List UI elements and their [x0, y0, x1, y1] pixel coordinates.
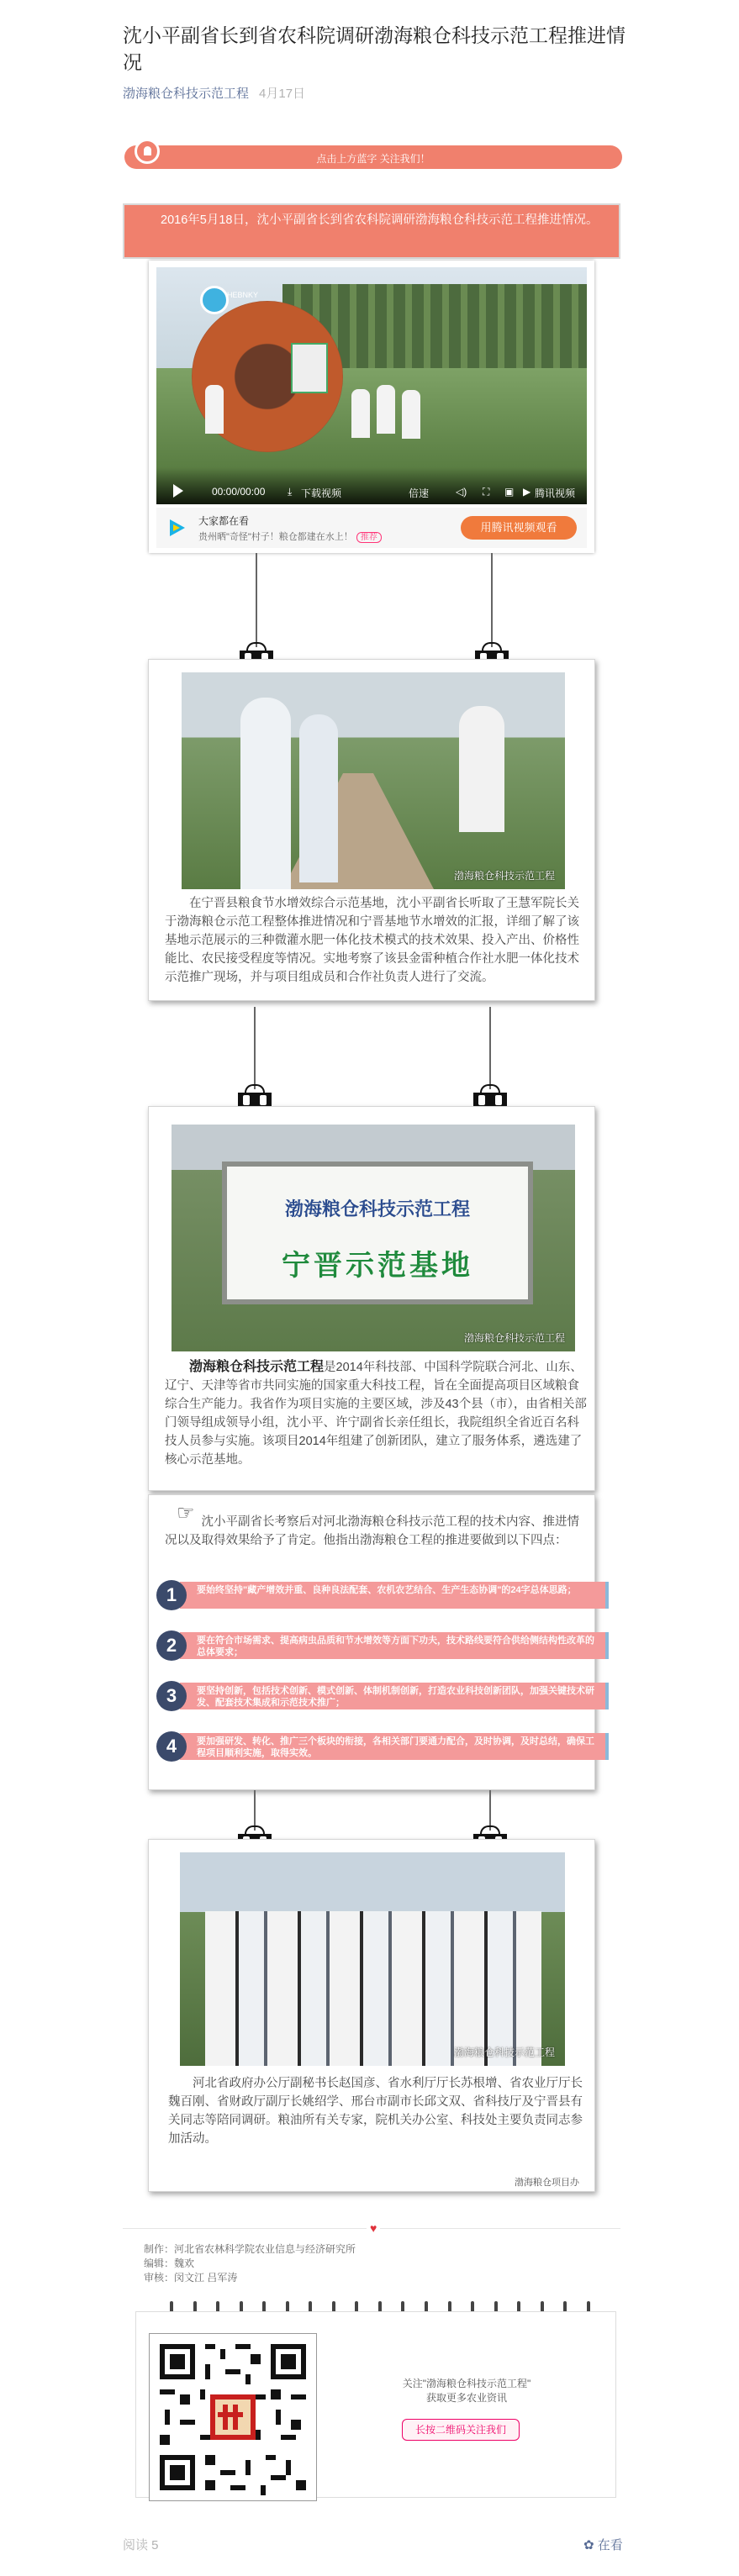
institute-logo-text: HEBNKY — [227, 291, 259, 299]
read-count: 阅读 5 — [123, 2538, 159, 2552]
photo-inspection-field — [182, 672, 565, 889]
section3-lead: 沈小平副省长考察后对河北渤海粮仓科技示范工程的技术内容、推进情况以及取得效果给予了肯定。他指出渤海粮仓工程的推进要做到以下四点： — [165, 1515, 579, 1547]
qr-code[interactable] — [149, 2333, 317, 2501]
like-button[interactable] — [583, 2536, 623, 2553]
play-icon[interactable] — [173, 484, 183, 498]
qr-code-icon — [150, 2334, 316, 2500]
download-video-button[interactable]: 下载视频 — [301, 487, 342, 499]
section4-text: 河北省政府办公厅副秘书长赵国彦、省水利厅厅长苏根增、省农业厅厅长魏百刚、省财政厅副厅长姚绍学、邢台市副市长邱文双、省科技厅及宁晋县有关同志等陪同调研。粮油所有关专家，院机关办公室、科技处主要负责同志参加活动。 — [168, 2077, 583, 2146]
point-text: 要始终坚持"藏产增效并重、良种良法配套、农机农艺结合、生产生态协调"的24字总体思路； — [197, 1585, 577, 1595]
recommend-subtitle-text: 贵州晒"奇怪"村子！粮仓都建在水上！ — [198, 532, 353, 542]
pip-icon[interactable]: ▣ — [504, 486, 515, 498]
photo-demo-sign — [172, 1125, 575, 1351]
point-bar — [180, 1582, 609, 1609]
video-controls — [156, 467, 587, 504]
qr-follow-line1: 关注"渤海粮仓科技示范工程" — [402, 2378, 531, 2389]
hanging-string — [254, 1007, 256, 1089]
credit-producer: 制作：河北省农林科学院农业信息与经济研究所 — [144, 2243, 356, 2255]
intro-box — [123, 203, 620, 259]
credit-editor: 编辑：魏欢 — [144, 2257, 195, 2269]
section2-body: 是2014年科技部、中国科学院联合河北、山东、辽宁、天津等省市共同实施的国家重大科技工程，旨在全面提高项目区域粮食综合生产能力。我省作为项目实施的主要区域，涉及43个县（市），由省相关部门领导组成领导小组，沈小平、许宁副省长亲任组长，我院组织全省近百名科技人员参与实施。该项目2014年组建了创新团队，建立了服务体系，遴选建了核心示范基地。 — [165, 1361, 587, 1467]
video-time: 00:00/00:00 — [212, 486, 266, 498]
section1-text: 在宁晋县粮食节水增效综合示范基地，沈小平副省长听取了王慧军院长关于渤海粮仓示范工程整体推进情况和宁晋基地节水增效的汇报，详细了解了该基地示范展示的三种微灌水肥一体化技术模式的技术效果、投入产出、价格性能比、农民接受程度等情况。实地考察了该县金雷种植合作社水肥一体化技术示范推广现场，并与项目组成员和合作社负责人进行了交流。 — [165, 897, 579, 984]
section2-text — [165, 1358, 589, 1469]
account-link[interactable]: 渤海粮仓科技示范工程 — [123, 87, 250, 101]
qr-follow-text — [362, 2377, 572, 2405]
point-text: 要坚持创新，包括技术创新、模式创新、体制机制创新，打造农业科技创新团队，加强关键技术研发、配套技术集成和示范技术推广； — [197, 1686, 594, 1708]
photo-watermark: 渤海粮仓科技示范工程 — [463, 1332, 565, 1344]
tencent-video-logo-icon: ▶ — [523, 486, 531, 498]
point-text: 要在符合市场需求、提高病虫品质和节水增效等方面下功夫，技术路线要符合供给侧结构性改革的总体要求； — [197, 1636, 594, 1657]
qr-follow-line2: 获取更多农业资讯 — [425, 2392, 507, 2404]
volume-icon[interactable]: ◁) — [456, 486, 467, 498]
tencent-video-icon — [166, 518, 187, 538]
video-person — [377, 385, 395, 434]
article-title: 沈小平副省长到省农科院调研渤海粮仓科技示范工程推进情况 — [123, 24, 626, 73]
video-person — [351, 389, 370, 438]
hanging-string — [489, 1790, 491, 1831]
photo-person — [299, 714, 338, 882]
photo-person — [459, 706, 504, 832]
follow-banner[interactable] — [124, 145, 622, 169]
pointing-hand-icon: ☞ — [177, 1502, 195, 1525]
hanging-string — [254, 1790, 256, 1831]
section4-source: 渤海粮仓项目办 — [515, 2178, 579, 2188]
photo-person — [240, 698, 291, 889]
video-person — [205, 385, 224, 434]
point-number: 3 — [156, 1681, 187, 1711]
point-number: 2 — [156, 1630, 187, 1661]
point-bar — [180, 1632, 609, 1659]
photo-watermark: 渤海粮仓科技示范工程 — [453, 2047, 555, 2058]
like-label: 在看 — [597, 2538, 623, 2552]
video-person — [402, 390, 420, 439]
open-in-tencent-button[interactable]: 用腾讯视频观看 — [461, 516, 577, 540]
sign-line1: 渤海粮仓科技示范工程 — [284, 1198, 470, 1220]
article-meta — [123, 84, 305, 102]
hanging-string — [491, 553, 493, 647]
photo-group-visit — [180, 1852, 565, 2066]
recommend-subtitle — [198, 529, 382, 543]
credit-reviewer: 审核：闵文江 吕军涛 — [144, 2272, 238, 2284]
long-press-follow-button[interactable]: 长按二维码关注我们 — [402, 2419, 520, 2441]
hanging-string — [256, 553, 257, 647]
institute-logo-icon — [200, 286, 229, 314]
point-bar — [180, 1683, 609, 1709]
intro-text: 2016年5月18日，沈小平副省长到省农科院调研渤海粮仓科技示范工程推进情况。 — [161, 213, 599, 227]
binder-clip-icon — [238, 1084, 272, 1108]
point-number: 4 — [156, 1731, 187, 1762]
point-bar — [180, 1733, 609, 1760]
point-number: 1 — [156, 1580, 187, 1610]
point-text: 要加强研发、转化、推广三个板块的衔接，各相关部门要通力配合，及时协调，及时总结，确保工程项目顺利实施，取得实效。 — [197, 1736, 594, 1758]
heart-icon: ♥ — [367, 2221, 380, 2235]
follow-banner-text: 点击上方蓝字 关注我们！ — [316, 153, 430, 165]
section2-bold-lead: 渤海粮仓科技示范工程 — [189, 1360, 325, 1374]
sign-board — [222, 1162, 533, 1304]
flower-like-icon: ✿ — [583, 2538, 594, 2552]
photo-crowd — [205, 1911, 541, 2066]
fullscreen-icon[interactable]: ⛶ — [483, 486, 490, 498]
recommend-bar[interactable] — [156, 508, 587, 548]
video-sign — [291, 343, 328, 393]
video-player[interactable] — [156, 267, 587, 504]
speed-button[interactable]: 倍速 — [409, 487, 430, 499]
publish-date: 4月17日 — [259, 87, 306, 101]
recommend-title: 大家都在看 — [198, 515, 250, 527]
hanging-string — [489, 1007, 491, 1089]
download-icon[interactable]: ⤓ — [288, 486, 293, 498]
tencent-video-label[interactable]: 腾讯视频 — [535, 487, 576, 499]
photo-watermark: 渤海粮仓科技示范工程 — [453, 870, 555, 882]
sign-line2: 宁晋示范基地 — [282, 1249, 473, 1283]
binder-clip-icon — [473, 1084, 507, 1108]
recommend-tag: 推荐 — [356, 532, 382, 543]
